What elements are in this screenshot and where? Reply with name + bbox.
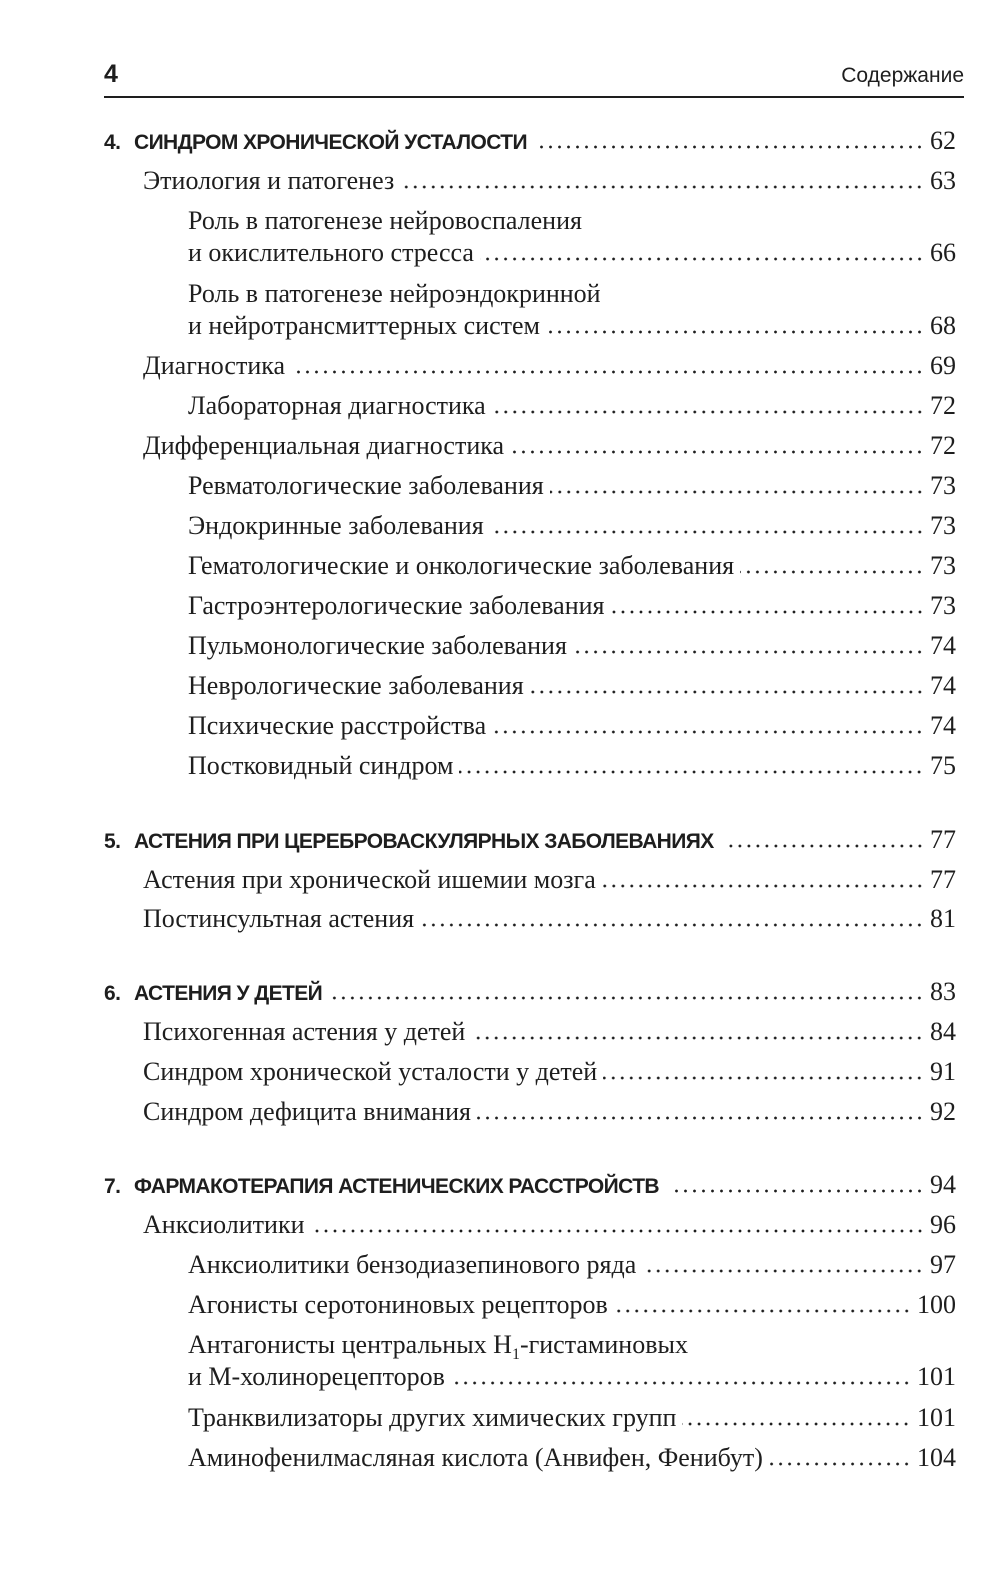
chapter-number: 6.	[104, 982, 121, 1005]
page-ref: 72	[930, 391, 956, 420]
dot-leader	[550, 490, 924, 494]
page-ref: 94	[930, 1170, 956, 1199]
title-text: -гистаминовых	[519, 1330, 688, 1359]
dot-leader	[530, 690, 924, 694]
toc-chapter-5[interactable]	[104, 824, 956, 858]
dot-leader	[614, 1309, 911, 1313]
toc-section[interactable]	[143, 430, 956, 462]
subsection-title: Аминофенилмасляная кислота (Анвифен, Фенибут)	[188, 1443, 763, 1472]
subsection-title: Гематологические и онкологические заболевания	[188, 551, 735, 580]
page-ref: 72	[930, 431, 956, 460]
toc-chapter-4[interactable]	[104, 125, 956, 159]
page-ref: 77	[930, 825, 956, 854]
subsection-title: Пульмонологические заболевания	[188, 631, 567, 660]
section-title: Синдром дефицита внимания	[143, 1097, 471, 1126]
page-ref: 69	[930, 351, 956, 380]
subsection-title: Анксиолитики бензодиазепинового ряда	[188, 1250, 637, 1279]
dot-leader	[769, 1462, 911, 1466]
section-title: Дифференциальная диагностика	[143, 431, 505, 460]
toc-section[interactable]	[143, 165, 956, 197]
chapter-number: 7.	[104, 1175, 121, 1198]
page-ref: 81	[930, 904, 956, 933]
page-ref: 97	[930, 1250, 956, 1279]
dot-leader	[510, 450, 924, 454]
dot-leader	[311, 1229, 925, 1233]
toc-section[interactable]	[143, 864, 956, 896]
section-title: Психогенная астения у детей	[143, 1017, 466, 1046]
toc-subsection[interactable]	[188, 310, 956, 342]
subscript: 1	[511, 1346, 520, 1364]
section-title: Диагностика	[143, 351, 286, 380]
dot-leader	[459, 770, 924, 774]
page-ref: 74	[930, 671, 956, 700]
page-header	[104, 56, 964, 98]
toc-subsection[interactable]	[188, 750, 956, 782]
subsection-title: Лабораторная диагностика	[188, 391, 486, 420]
page-ref: 73	[930, 591, 956, 620]
dot-leader	[471, 1036, 924, 1040]
page-ref: 73	[930, 471, 956, 500]
dot-leader	[492, 730, 924, 734]
dot-leader	[724, 844, 924, 848]
dot-leader	[740, 570, 924, 574]
page-ref: 75	[930, 751, 956, 780]
page-number: 4	[104, 60, 118, 88]
page-ref: 73	[930, 511, 956, 540]
dot-leader	[420, 923, 924, 927]
subsection-title: Эндокринные заболевания	[188, 511, 484, 540]
dot-leader	[492, 410, 924, 414]
chapter-number: 4.	[104, 131, 121, 154]
dot-leader	[400, 185, 924, 189]
toc-section[interactable]	[143, 903, 956, 935]
running-title: Содержание	[841, 64, 964, 87]
chapter-title: СИНДРОМ ХРОНИЧЕСКОЙ УСТАЛОСТИ	[134, 131, 527, 154]
dot-leader	[603, 1076, 924, 1080]
chapter-number: 5.	[104, 830, 121, 853]
subsection-title-line1[interactable]	[188, 1329, 688, 1364]
page-ref: 84	[930, 1017, 956, 1046]
subsection-title: Психические расстройства	[188, 711, 487, 740]
dot-leader	[642, 1269, 924, 1273]
dot-leader	[537, 145, 924, 149]
toc-subsection[interactable]	[188, 590, 956, 622]
dot-leader	[546, 330, 924, 334]
dot-leader	[573, 650, 924, 654]
toc-subsection[interactable]	[188, 1402, 956, 1434]
subsection-title: Ревматологические заболевания	[188, 471, 544, 500]
section-title: Этиология и патогенез	[143, 166, 395, 195]
toc-subsection[interactable]	[188, 1442, 956, 1474]
toc-section[interactable]	[143, 1016, 956, 1048]
chapter-title: АСТЕНИЯ ПРИ ЦЕРЕБРОВАСКУЛЯРНЫХ ЗАБОЛЕВАНИЯХ	[134, 830, 714, 853]
dot-leader	[602, 884, 924, 888]
toc-section[interactable]	[143, 1096, 956, 1128]
toc-section[interactable]	[143, 350, 956, 382]
page-ref: 92	[930, 1097, 956, 1126]
dot-leader	[480, 257, 924, 261]
subsection-title-line2: и окислительного стресса	[188, 238, 474, 267]
toc-subsection[interactable]	[188, 1361, 956, 1393]
page-ref: 101	[917, 1403, 956, 1432]
subsection-title-line1[interactable]: Роль в патогенезе нейроэндокринной	[188, 279, 601, 308]
toc-subsection[interactable]	[188, 670, 956, 702]
page-ref: 100	[917, 1290, 956, 1319]
page-ref: 62	[930, 126, 956, 155]
subsection-title: Агонисты серотониновых рецепторов	[188, 1290, 608, 1319]
page-ref: 77	[930, 865, 956, 894]
chapter-title: АСТЕНИЯ У ДЕТЕЙ	[134, 982, 323, 1005]
subsection-title: Транквилизаторы других химических групп	[188, 1403, 677, 1432]
dot-leader	[291, 370, 924, 374]
page-ref: 74	[930, 631, 956, 660]
page-ref: 66	[930, 238, 956, 267]
subsection-title: Постковидный синдром	[188, 751, 454, 780]
subsection-title-line1[interactable]: Роль в патогенезе нейровоспаления	[188, 206, 582, 235]
dot-leader	[451, 1381, 911, 1385]
page-ref: 96	[930, 1210, 956, 1239]
toc-subsection[interactable]	[188, 390, 956, 422]
dot-leader	[332, 996, 924, 1000]
chapter-title: ФАРМАКОТЕРАПИЯ АСТЕНИЧЕСКИХ РАССТРОЙСТВ	[134, 1175, 659, 1198]
page-ref: 101	[917, 1362, 956, 1391]
toc-subsection[interactable]	[188, 710, 956, 742]
dot-leader	[611, 610, 924, 614]
page-ref: 63	[930, 166, 956, 195]
toc-section[interactable]	[143, 1209, 956, 1241]
page-ref: 83	[930, 977, 956, 1006]
toc-section[interactable]	[143, 1056, 956, 1088]
toc-subsection[interactable]	[188, 470, 956, 502]
page-ref: 91	[930, 1057, 956, 1086]
subsection-title: Гастроэнтерологические заболевания	[188, 591, 605, 620]
title-text: Антагонисты центральных H	[188, 1330, 512, 1359]
toc-subsection[interactable]	[188, 1249, 956, 1281]
toc-subsection[interactable]	[188, 630, 956, 662]
section-title: Постинсультная астения	[143, 904, 415, 933]
page-ref: 104	[917, 1443, 956, 1472]
section-title: Синдром хронической усталости у детей	[143, 1057, 598, 1086]
toc-subsection[interactable]	[188, 550, 956, 582]
page-ref: 73	[930, 551, 956, 580]
dot-leader	[477, 1116, 924, 1120]
toc-subsection[interactable]	[188, 510, 956, 542]
subsection-title: Неврологические заболевания	[188, 671, 524, 700]
toc-subsection[interactable]	[188, 237, 956, 269]
subsection-title-line2: и нейротрансмиттерных систем	[188, 311, 540, 340]
toc-subsection[interactable]	[188, 1289, 956, 1321]
subsection-title-line2: и М-холинорецепторов	[188, 1362, 445, 1391]
section-title: Анксиолитики	[143, 1210, 305, 1239]
dot-leader	[669, 1189, 924, 1193]
toc-chapter-7[interactable]	[104, 1169, 956, 1203]
section-title: Астения при хронической ишемии мозга	[143, 865, 596, 894]
page-ref: 74	[930, 711, 956, 740]
dot-leader	[682, 1422, 911, 1426]
page-ref: 68	[930, 311, 956, 340]
toc-chapter-6[interactable]	[104, 976, 956, 1010]
dot-leader	[490, 530, 924, 534]
